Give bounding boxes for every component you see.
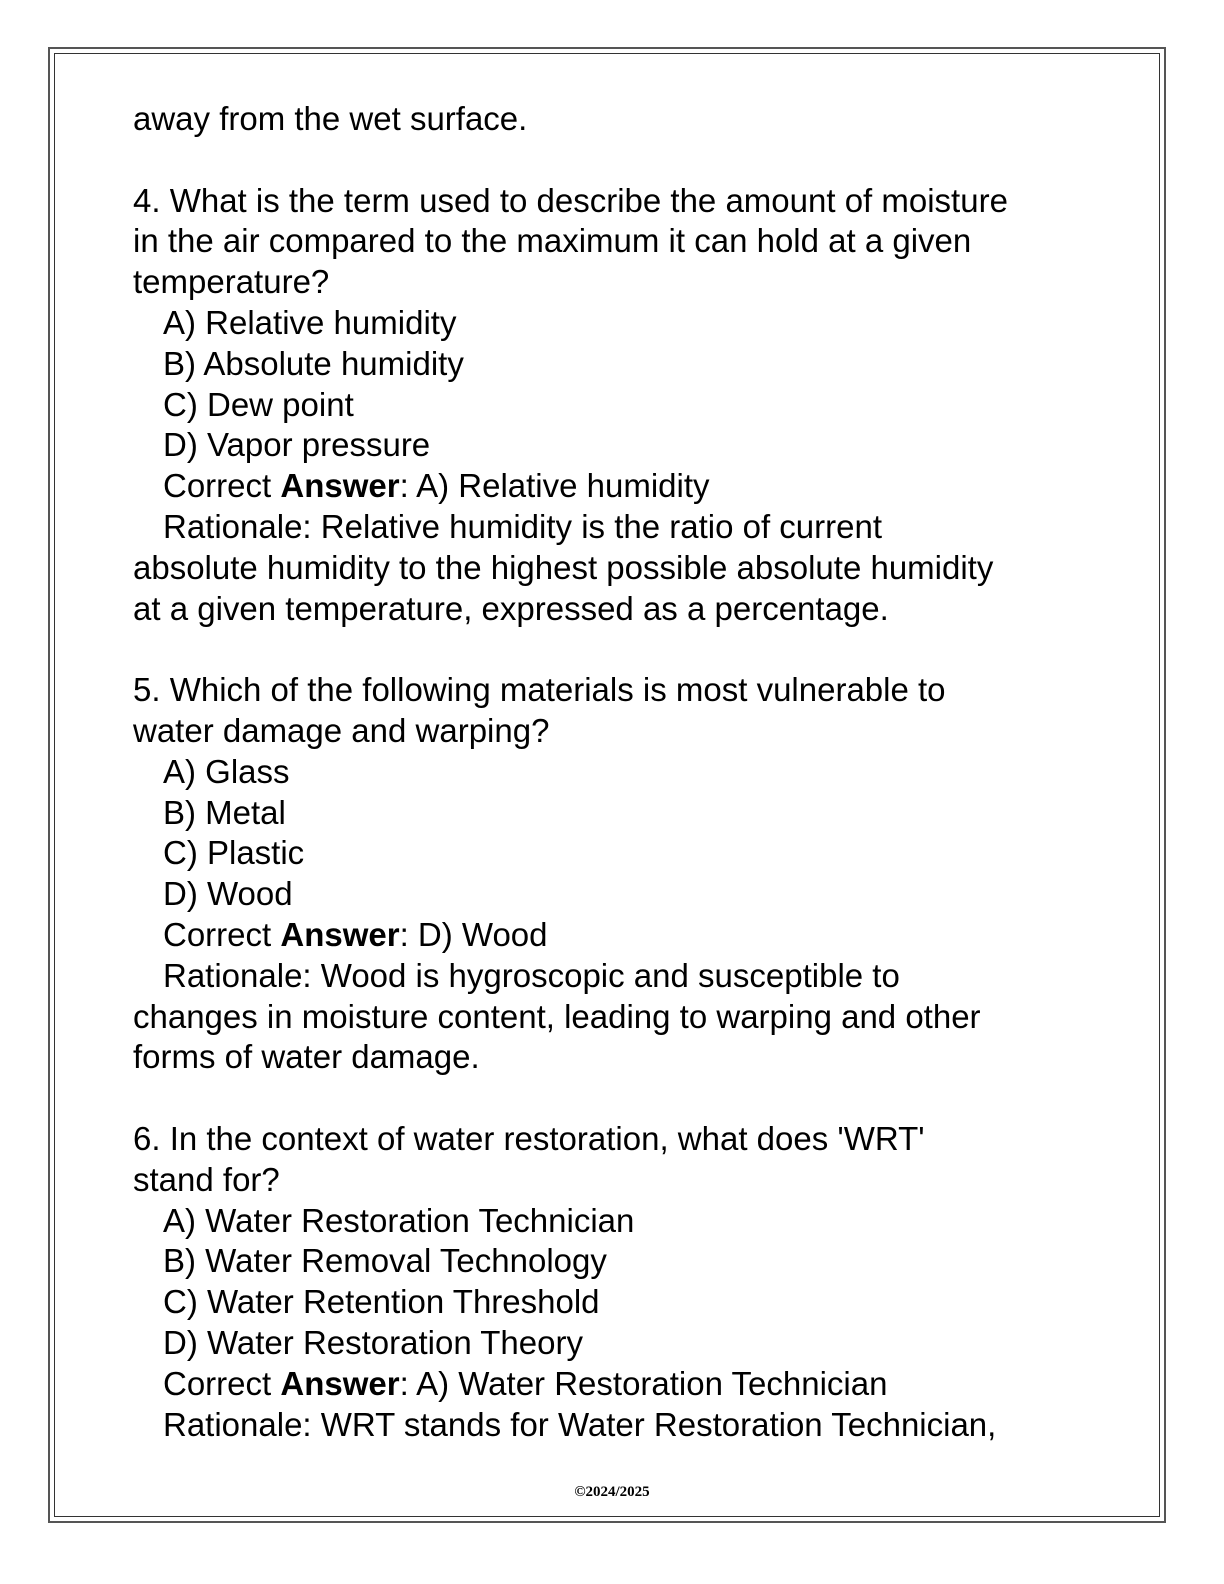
rationale-text: absolute humidity to the highest possible absolute humidity xyxy=(133,548,994,586)
question-text: 5. Which of the following materials is most vulnerable to xyxy=(133,671,946,709)
paragraph-gap xyxy=(133,140,1123,181)
option-d: D) Water Restoration Theory xyxy=(163,1323,583,1361)
rationale-text: Rationale: Wood is hygroscopic and susceptible to xyxy=(163,956,900,994)
answer-value: : A) Relative humidity xyxy=(399,467,710,505)
rationale-text: at a given temperature, expressed as a percentage. xyxy=(133,589,889,627)
option-b: B) Water Removal Technology xyxy=(163,1242,607,1280)
answer-label: Answer xyxy=(280,1364,400,1402)
question-text: stand for? xyxy=(133,1160,280,1198)
question-text: 6. In the context of water restoration, what does 'WRT' xyxy=(133,1119,925,1157)
option-d: D) Vapor pressure xyxy=(163,426,431,464)
answer-label: Answer xyxy=(280,467,400,505)
option-a: A) Relative humidity xyxy=(163,303,457,341)
option-c: C) Water Retention Threshold xyxy=(163,1283,600,1321)
question-block-5 xyxy=(133,670,1123,1078)
question-text: 4. What is the term used to describe the amount of moisture xyxy=(133,181,1008,219)
rationale-text: forms of water damage. xyxy=(133,1038,480,1076)
rationale-text: Rationale: WRT stands for Water Restoration Technician, xyxy=(163,1405,997,1443)
question-text: water damage and warping? xyxy=(133,711,550,749)
correct-answer xyxy=(133,1364,1123,1405)
correct-answer xyxy=(133,466,1123,507)
question-block-4 xyxy=(133,181,1123,630)
question-text: in the air compared to the maximum it can hold at a given xyxy=(133,222,972,260)
correct-answer xyxy=(133,915,1123,956)
option-b: B) Metal xyxy=(163,793,286,831)
option-a: A) Glass xyxy=(163,752,290,790)
question-text: temperature? xyxy=(133,263,330,301)
option-b: B) Absolute humidity xyxy=(163,344,464,382)
paragraph-gap xyxy=(133,1078,1123,1119)
rationale-text: Rationale: Relative humidity is the ratio of current xyxy=(163,507,883,545)
answer-prefix: Correct xyxy=(163,467,281,505)
paragraph-gap xyxy=(133,629,1123,670)
option-a: A) Water Restoration Technician xyxy=(163,1201,635,1239)
answer-label: Answer xyxy=(280,915,400,953)
footer-copyright: ©2024/2025 xyxy=(574,1484,650,1500)
option-c: C) Plastic xyxy=(163,834,305,872)
answer-prefix: Correct xyxy=(163,915,281,953)
document-body xyxy=(133,99,1123,1445)
question-block-6 xyxy=(133,1119,1123,1445)
option-d: D) Wood xyxy=(163,875,293,913)
continuation-line: away from the wet surface. xyxy=(133,100,528,137)
answer-value: : D) Wood xyxy=(399,915,548,953)
option-c: C) Dew point xyxy=(163,385,354,423)
answer-value: : A) Water Restoration Technician xyxy=(399,1364,888,1402)
rationale-text: changes in moisture content, leading to warping and other xyxy=(133,997,981,1035)
answer-prefix: Correct xyxy=(163,1364,281,1402)
